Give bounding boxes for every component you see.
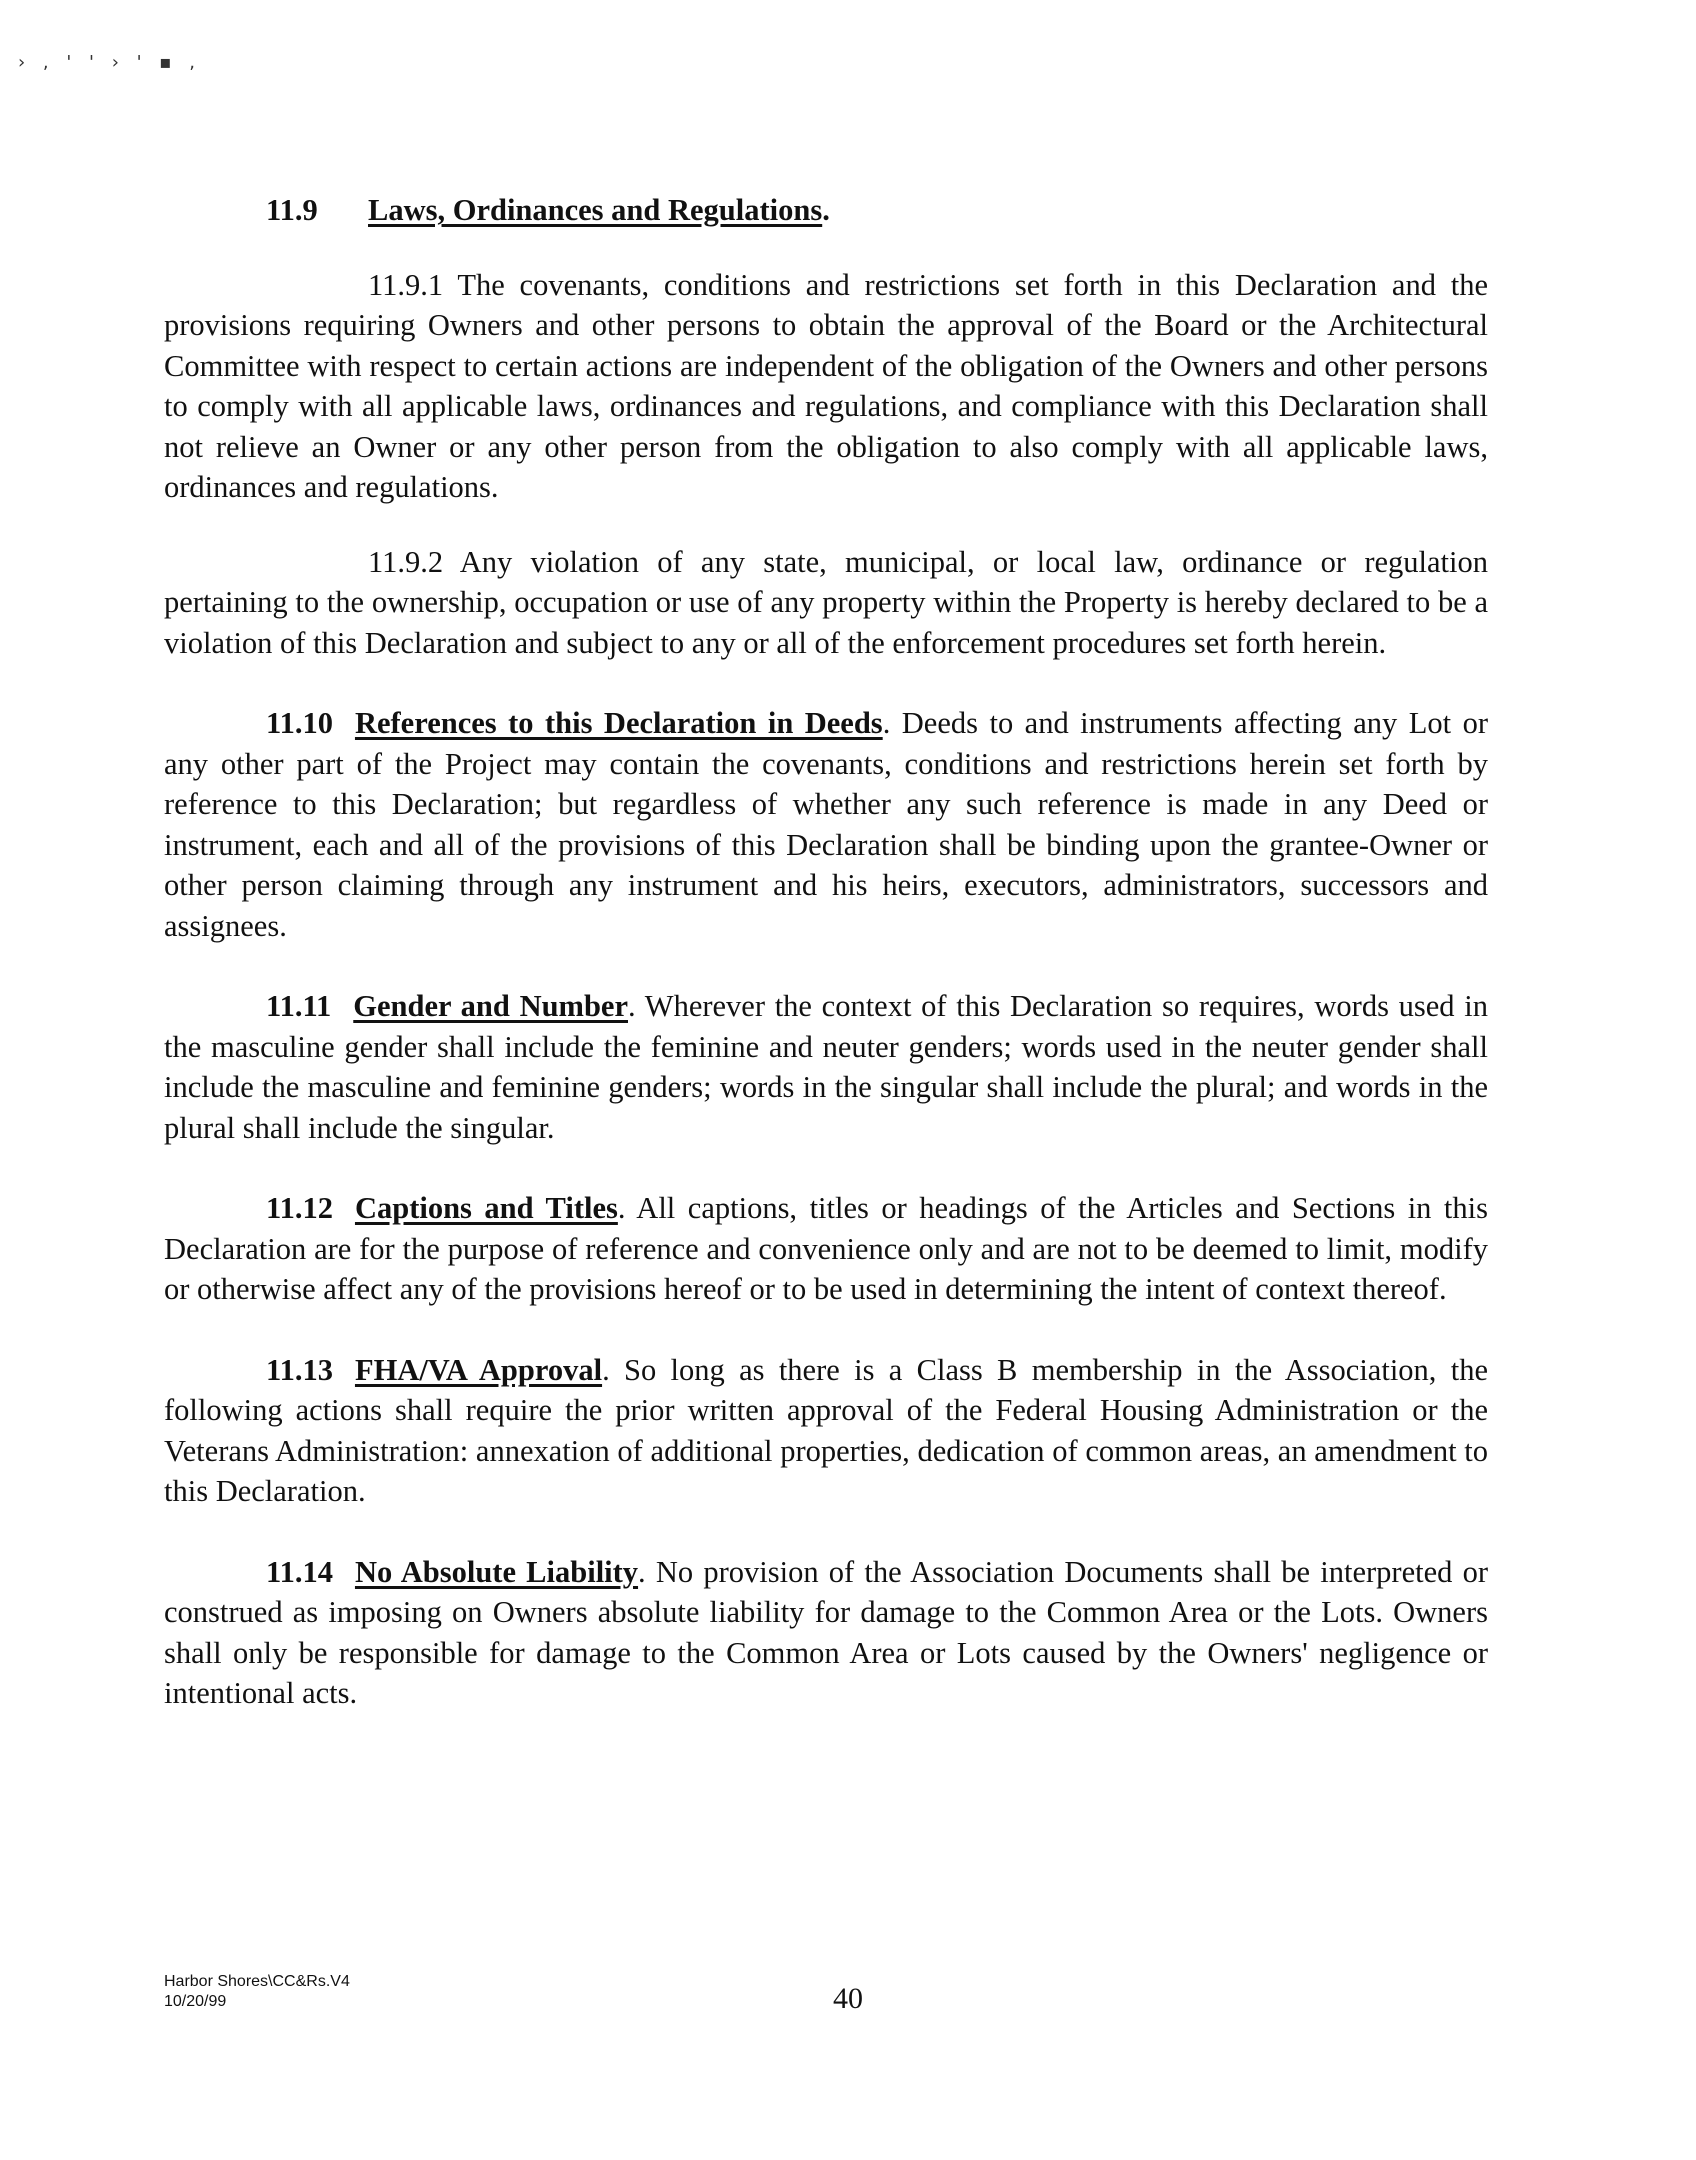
section-11-13 <box>164 1350 1488 1512</box>
subsection-11-9-2: 11.9.2 Any violation of any state, municipal, or local law, ordinance or regulation pertaining to the ownership, occupation or use of any property within the Property is hereby declared to be a violation of this Declaration and subject to any or all of the enforcement procedures set forth herein. <box>164 544 1488 660</box>
section-body: . So long as there is a Class B membership in the Association, the following actions shall require the prior written approval of the Federal Housing Administration or the Veterans Administration: annexation of additional properties, dedication of common areas, an amendment to this Declaration. <box>164 1352 1488 1508</box>
page-number: 40 <box>833 1982 863 2015</box>
section-title: FHA/VA Approval <box>354 1352 603 1387</box>
section-body: . No provision of the Association Documents shall be interpreted or construed as imposing on Owners absolute liability for damage to the Common Area or the Lots. Owners shall only be responsible for damage to the Common Area or Lots caused by the Owners' negligence or intentional acts. <box>164 1554 1488 1710</box>
section-title: Captions and Titles <box>354 1191 618 1225</box>
section-body: . Deeds to and instruments affecting any Lot or any other part of the Project may contain the covenants, conditions and restrictions herein set forth by reference to this Declaration; but regardless of whether any such reference is made in any Deed or instrument, each and all of the provisions of this Declaration shall be binding upon the grantee-Owner or other person claiming through any instrument and his heirs, executors, administrators, successors and assignees. <box>164 706 1488 943</box>
section-title: Gender and Number <box>353 989 628 1023</box>
section-11-9-heading <box>164 190 1488 231</box>
section-body: . Wherever the context of this Declaration so requires, words used in the masculine gender shall include the feminine and neuter genders; words used in the neuter gender shall include the masculine and feminine genders; words in the singular shall include the plural; and words in the plural shall include the singular. <box>164 989 1488 1145</box>
section-number: 11.13 <box>266 1352 333 1387</box>
section-title: Laws, Ordinances and Regulations <box>368 193 823 227</box>
section-body: . All captions, titles or headings of the Articles and Sections in this Declaration are for the purpose of reference and convenience only and are not to be deemed to limit, modify or otherwise affect any of the provisions hereof or to be used in determining the intent of context thereof. <box>164 1191 1488 1306</box>
section-number: 11.12 <box>266 1191 333 1225</box>
section-11-11 <box>164 986 1488 1148</box>
section-title-suffix: . <box>822 193 830 227</box>
document-body <box>164 190 1488 1714</box>
section-number: 11.11 <box>266 989 332 1023</box>
section-11-10 <box>164 703 1488 946</box>
footer-file-info <box>164 1972 350 2012</box>
subsection-11-9-1: 11.9.1 The covenants, conditions and restrictions set forth in this Declaration and the provisions requiring Owners and other persons to obtain the approval of the Board or the Architectural Committee with respect to certain actions are independent of the obligation of the Owners and other persons to comply with all applicable laws, ordinances and regulations, and compliance with this Declaration shall not relieve an Owner or any other person from the obligation to also comply with all applicable laws, ordinances and regulations. <box>164 267 1488 504</box>
footer-date: 10/20/99 <box>164 1993 227 2010</box>
section-11-14 <box>164 1552 1488 1714</box>
footer-file-path: Harbor Shores\CC&Rs.V4 <box>164 1973 350 1990</box>
section-number: 11.10 <box>266 706 333 740</box>
section-title: References to this Declaration in Deeds <box>354 706 883 740</box>
scan-artifact-marks: › , ' ' › ' ▪ , <box>18 52 201 73</box>
section-number: 11.9 <box>266 193 318 227</box>
section-title: No Absolute Liability <box>354 1554 639 1589</box>
section-number: 11.14 <box>266 1554 333 1589</box>
section-11-12 <box>164 1188 1488 1310</box>
